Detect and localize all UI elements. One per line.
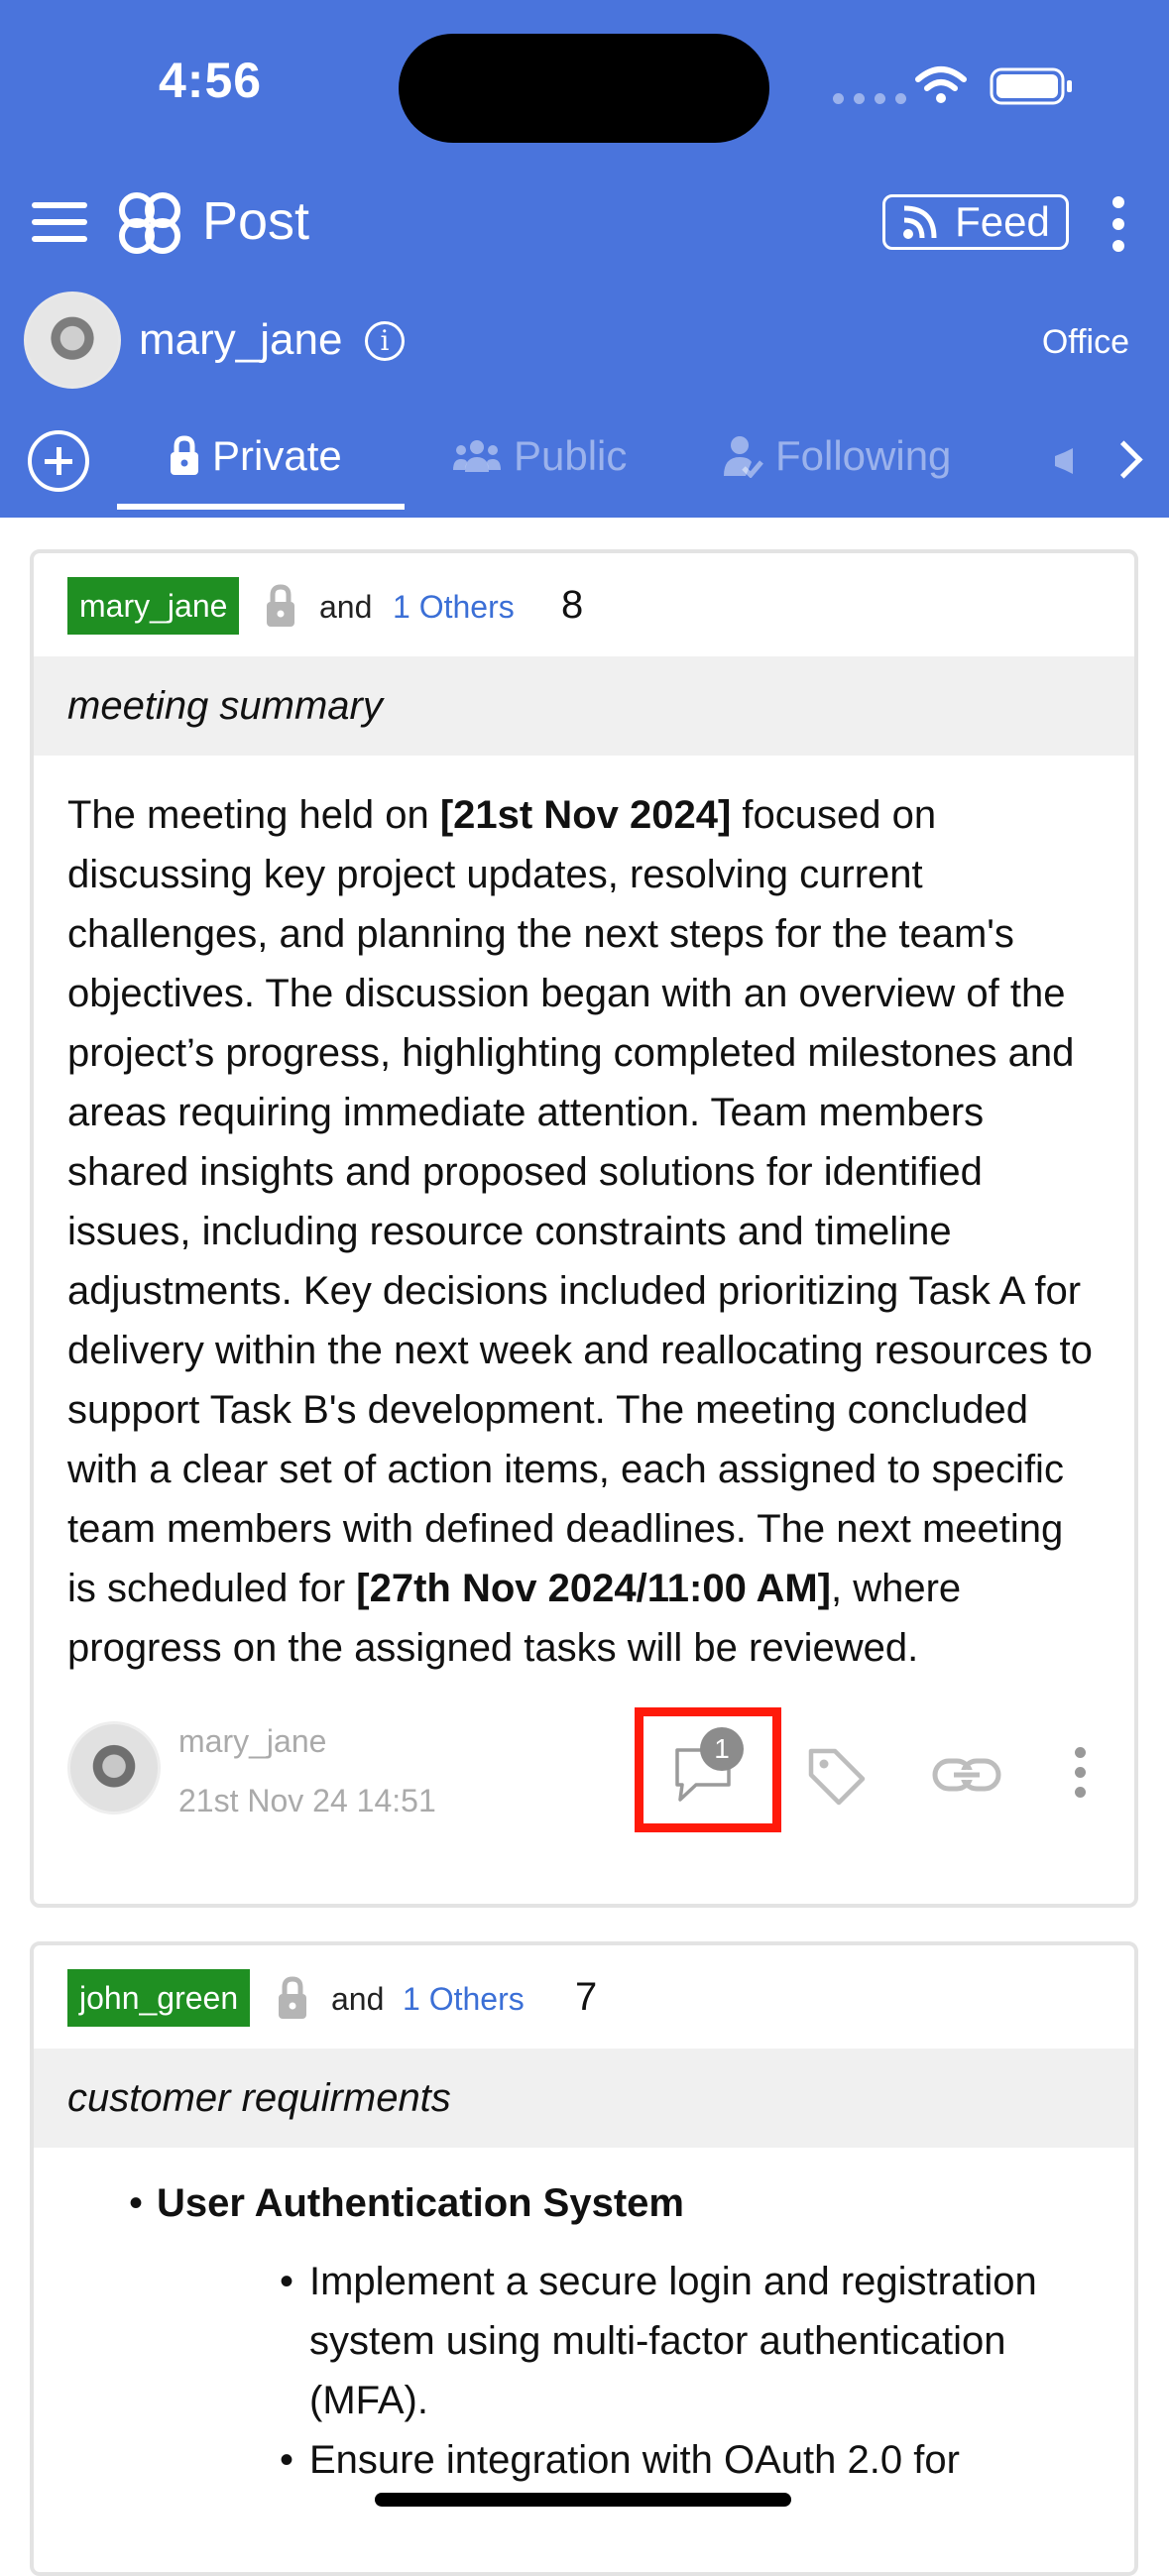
post-body-date: [21st Nov 2024] [439, 793, 732, 837]
avatar[interactable] [24, 292, 121, 389]
page-title: Post [202, 191, 310, 251]
home-indicator[interactable] [375, 2493, 791, 2507]
post-body-text: , where progress on the assigned tasks will be reviewed. [67, 1567, 962, 1670]
current-username[interactable]: mary_jane [139, 315, 343, 364]
feed-button[interactable] [882, 194, 1069, 250]
lock-icon [276, 1975, 309, 2021]
tab-private[interactable] [169, 432, 342, 480]
post-card [30, 1941, 1138, 2576]
tab-public-label: Public [514, 432, 628, 479]
add-post-icon[interactable] [28, 430, 89, 492]
app-header [0, 0, 1169, 518]
group-icon [452, 438, 502, 474]
megaphone-icon[interactable] [1053, 446, 1075, 476]
post-subject: customer requirments [34, 2049, 1134, 2148]
post-body-next-meeting: [27th Nov 2024/11:00 AM] [356, 1567, 831, 1610]
menu-icon[interactable] [32, 202, 87, 242]
more-options-icon[interactable] [1112, 196, 1126, 262]
post-header [34, 553, 1134, 656]
requirement-list [34, 2226, 1134, 2490]
status-time: 4:56 [159, 53, 263, 108]
tab-following-label: Following [775, 432, 952, 479]
post-body [34, 756, 1134, 1678]
post-subject: meeting summary [34, 656, 1134, 756]
info-icon[interactable]: i [365, 321, 405, 361]
tab-public[interactable] [452, 432, 627, 480]
others-link[interactable]: 1 Others [393, 589, 515, 625]
chevron-right-icon[interactable] [1105, 440, 1142, 478]
tag-icon[interactable] [805, 1745, 869, 1809]
post-owner-tag[interactable]: mary_jane [67, 577, 239, 635]
comment-count-badge: 1 [700, 1727, 744, 1771]
signal-icon [833, 93, 906, 104]
author-name: mary_jane [178, 1723, 327, 1759]
wifi-icon [914, 65, 968, 105]
post-header [34, 1945, 1134, 2049]
post-owner-tag[interactable]: john_green [67, 1969, 250, 2027]
link-icon[interactable] [932, 1755, 1001, 1795]
list-heading: • User Authentication System [34, 2148, 1134, 2226]
tab-following[interactable] [720, 432, 951, 480]
user-check-icon [720, 434, 763, 478]
list-item: • Implement a secure login and registration system using multi-factor authentication (MFA). [34, 2252, 1101, 2430]
lock-icon [169, 435, 200, 477]
and-text: and [331, 1981, 385, 2017]
post-footer [34, 1698, 1134, 1846]
rss-icon [901, 203, 939, 241]
post-body-text: The meeting held on [67, 793, 440, 837]
post-body-text: focused on discussing key project updates, resolving current challenges, and planning the next steps for the team's objectives. The discussion began with an overview of the project’s progress, highlighting completed milestones and areas requiring immediate attention. Team members shared insights and proposed solutions for identified issues, including resource constraints and timeline adjustments. Key decisions included prioritizing Task A for delivery within the next week and reallocating resources to support Task B's development. The meeting concluded with a clear set of action items, each assigned to specific team members with defined deadlines. The next meeting is scheduled for [67, 793, 1093, 1610]
and-text: and [319, 589, 373, 625]
post-card [30, 549, 1138, 1908]
battery-icon [990, 67, 1075, 107]
active-tab-indicator [117, 504, 405, 510]
lock-icon [264, 583, 297, 629]
post-count: 7 [575, 1975, 598, 2019]
post-more-icon[interactable] [1075, 1747, 1086, 1807]
author-avatar[interactable] [67, 1721, 161, 1815]
feed-button-label: Feed [955, 198, 1050, 245]
tab-private-label: Private [212, 432, 342, 479]
list-item: • Ensure integration with OAuth 2.0 for [34, 2430, 1101, 2490]
dynamic-island [399, 34, 769, 143]
others-link[interactable]: 1 Others [403, 1981, 525, 2017]
workspace-label[interactable]: Office [1041, 323, 1129, 361]
post-timestamp: 21st Nov 24 14:51 [178, 1783, 436, 1818]
post-count: 8 [561, 583, 584, 627]
app-logo-icon [115, 188, 184, 258]
